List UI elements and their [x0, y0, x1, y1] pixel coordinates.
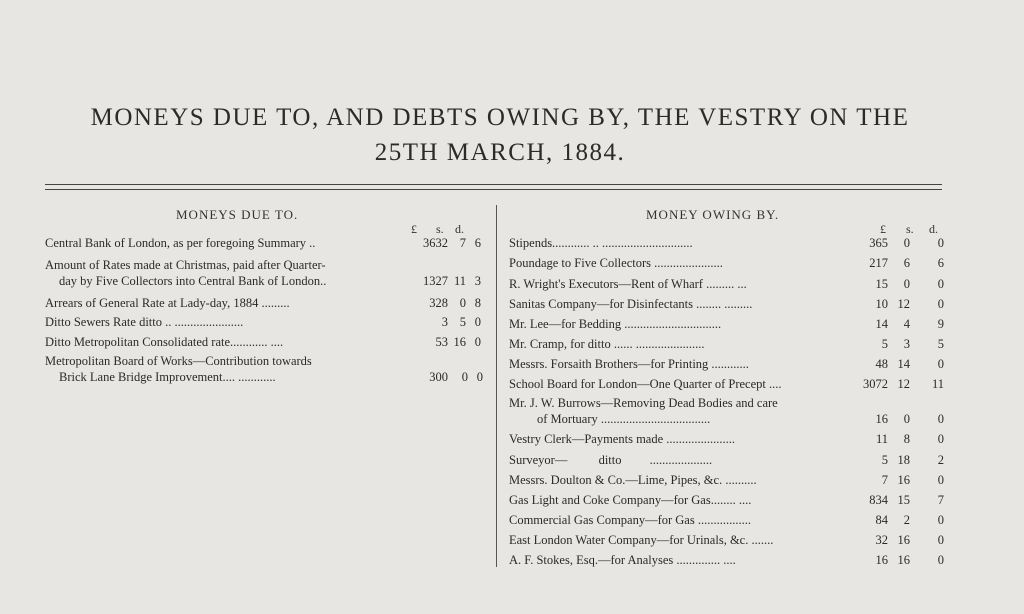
left-row-text: Ditto Metropolitan Consolidated rate............ ....: [45, 335, 284, 349]
right-row-pence: 11: [931, 377, 944, 391]
right-row-shillings: 3: [903, 337, 910, 351]
right-row-pounds: 5: [881, 453, 888, 467]
right-row-shillings: 2: [903, 513, 910, 527]
left-row-shillings: 16: [453, 335, 466, 349]
right-row-shillings: 16: [897, 553, 910, 567]
left-row-shillings: 0: [459, 296, 466, 310]
right-row-shillings: 15: [897, 493, 910, 507]
left-row-pence: 0: [474, 335, 481, 349]
double-rule-top: [45, 184, 942, 185]
right-row-text: Mr. Lee—for Bedding ...............................: [509, 317, 722, 331]
left-row-pence: 0: [476, 370, 483, 384]
right-row-pounds: 16: [875, 553, 888, 567]
left-row-pence: 6: [474, 236, 481, 250]
right-heading: MONEY OWING BY.: [646, 207, 780, 222]
right-row-pence: 0: [937, 412, 944, 426]
right-row-shillings: 18: [897, 453, 910, 467]
right-row-text: Mr. Cramp, for ditto ...... ......................: [509, 337, 705, 351]
right-row-shillings: 12: [897, 377, 910, 391]
right-row-text: A. F. Stokes, Esq.—for Analyses .............. ....: [509, 553, 736, 567]
left-pence-unit: d.: [455, 222, 464, 236]
right-row-pence: 0: [937, 513, 944, 527]
left-row-shillings: 0: [461, 370, 468, 384]
left-row-pounds: 53: [435, 335, 448, 349]
right-row-pounds: 834: [869, 493, 888, 507]
left-row-pence: 3: [474, 274, 481, 288]
right-row-shillings: 16: [897, 533, 910, 547]
right-row-shillings: 4: [903, 317, 910, 331]
left-heading: MONEYS DUE TO.: [176, 207, 299, 222]
left-row-text: Arrears of General Rate at Lady-day, 1884 .........: [45, 296, 290, 310]
left-row-text: Central Bank of London, as per foregoing Summary ..: [45, 236, 316, 250]
right-row-pounds: 15: [875, 277, 888, 291]
right-row-text-continued: of Mortuary ...................................: [537, 412, 711, 426]
left-row-text-continued: day by Five Collectors into Central Bank of London..: [59, 274, 327, 288]
right-row-pounds: 365: [869, 236, 888, 250]
left-row-shillings: 7: [459, 236, 466, 250]
right-row-pounds: 5: [881, 337, 888, 351]
left-row-pence: 0: [474, 315, 481, 329]
right-row-text: Messrs. Doulton & Co.—Lime, Pipes, &c. ..........: [509, 473, 757, 487]
double-rule-bottom: [45, 189, 942, 190]
right-row-pounds: 32: [875, 533, 888, 547]
right-row-pounds: 10: [875, 297, 888, 311]
right-row-pence: 0: [937, 533, 944, 547]
right-row-pounds: 84: [875, 513, 888, 527]
right-row-text: Sanitas Company—for Disinfectants ........ .........: [509, 297, 753, 311]
right-row-shillings: 14: [897, 357, 910, 371]
left-row-pounds: 328: [429, 296, 448, 310]
right-row-pounds: 3072: [863, 377, 888, 391]
right-row-text: Surveyor— ditto ....................: [509, 453, 713, 467]
right-row-pence: 9: [937, 317, 944, 331]
left-row-pounds: 1327: [423, 274, 448, 288]
left-row-pence: 8: [474, 296, 481, 310]
right-row-text: Gas Light and Coke Company—for Gas........ ....: [509, 493, 752, 507]
right-row-pence: 2: [937, 453, 944, 467]
right-row-shillings: 8: [903, 432, 910, 446]
column-divider: [496, 205, 497, 567]
right-row-text: Mr. J. W. Burrows—Removing Dead Bodies and care: [509, 396, 778, 410]
right-row-text: Stipends............ .. .............................: [509, 236, 693, 250]
left-pounds-unit: £: [411, 222, 417, 236]
left-row-pounds: 3632: [423, 236, 448, 250]
right-pence-unit: d.: [929, 222, 938, 236]
right-row-pounds: 14: [875, 317, 888, 331]
title-line-2: 25TH MARCH, 1884.: [374, 139, 626, 166]
left-row-text: Amount of Rates made at Christmas, paid after Quarter-: [45, 258, 326, 272]
right-row-pounds: 11: [875, 432, 888, 446]
right-row-shillings: 6: [903, 256, 910, 270]
right-row-pence: 6: [937, 256, 944, 270]
right-row-pounds: 7: [881, 473, 888, 487]
title-line-1: MONEYS DUE TO, AND DEBTS OWING BY, THE VESTRY ON THE: [90, 104, 910, 131]
left-row-text-continued: Brick Lane Bridge Improvement.... ............: [59, 370, 276, 384]
right-row-text: Vestry Clerk—Payments made ......................: [509, 432, 736, 446]
right-row-text: East London Water Company—for Urinals, &c. .......: [509, 533, 774, 547]
left-row-shillings: 5: [459, 315, 466, 329]
right-row-text: School Board for London—One Quarter of Precept ....: [509, 377, 782, 391]
left-row-pounds: 3: [441, 315, 448, 329]
right-row-text: Commercial Gas Company—for Gas .................: [509, 513, 751, 527]
left-row-text: Metropolitan Board of Works—Contribution towards: [45, 354, 312, 368]
right-row-shillings: 12: [897, 297, 910, 311]
right-row-pounds: 48: [875, 357, 888, 371]
right-row-pence: 0: [937, 277, 944, 291]
right-row-pence: 5: [937, 337, 944, 351]
right-row-pence: 0: [937, 473, 944, 487]
left-row-pounds: 300: [429, 370, 448, 384]
right-row-shillings: 16: [897, 473, 910, 487]
right-row-text: Messrs. Forsaith Brothers—for Printing ............: [509, 357, 749, 371]
right-row-text: R. Wright's Executors—Rent of Wharf ......... ...: [509, 277, 747, 291]
right-row-shillings: 0: [903, 412, 910, 426]
right-row-pounds: 217: [869, 256, 888, 270]
left-row-text: Ditto Sewers Rate ditto .. ......................: [45, 315, 244, 329]
left-shillings-unit: s.: [436, 222, 444, 236]
right-row-shillings: 0: [903, 236, 910, 250]
right-row-shillings: 0: [903, 277, 910, 291]
right-pounds-unit: £: [880, 222, 886, 236]
right-row-pence: 0: [937, 297, 944, 311]
right-row-pence: 0: [937, 357, 944, 371]
right-shillings-unit: s.: [906, 222, 914, 236]
right-row-pence: 7: [937, 493, 944, 507]
left-row-shillings: 11: [453, 274, 466, 288]
right-row-pence: 0: [937, 432, 944, 446]
right-row-pounds: 16: [875, 412, 888, 426]
right-row-pence: 0: [937, 236, 944, 250]
right-row-pence: 0: [937, 553, 944, 567]
right-row-text: Poundage to Five Collectors ......................: [509, 256, 723, 270]
